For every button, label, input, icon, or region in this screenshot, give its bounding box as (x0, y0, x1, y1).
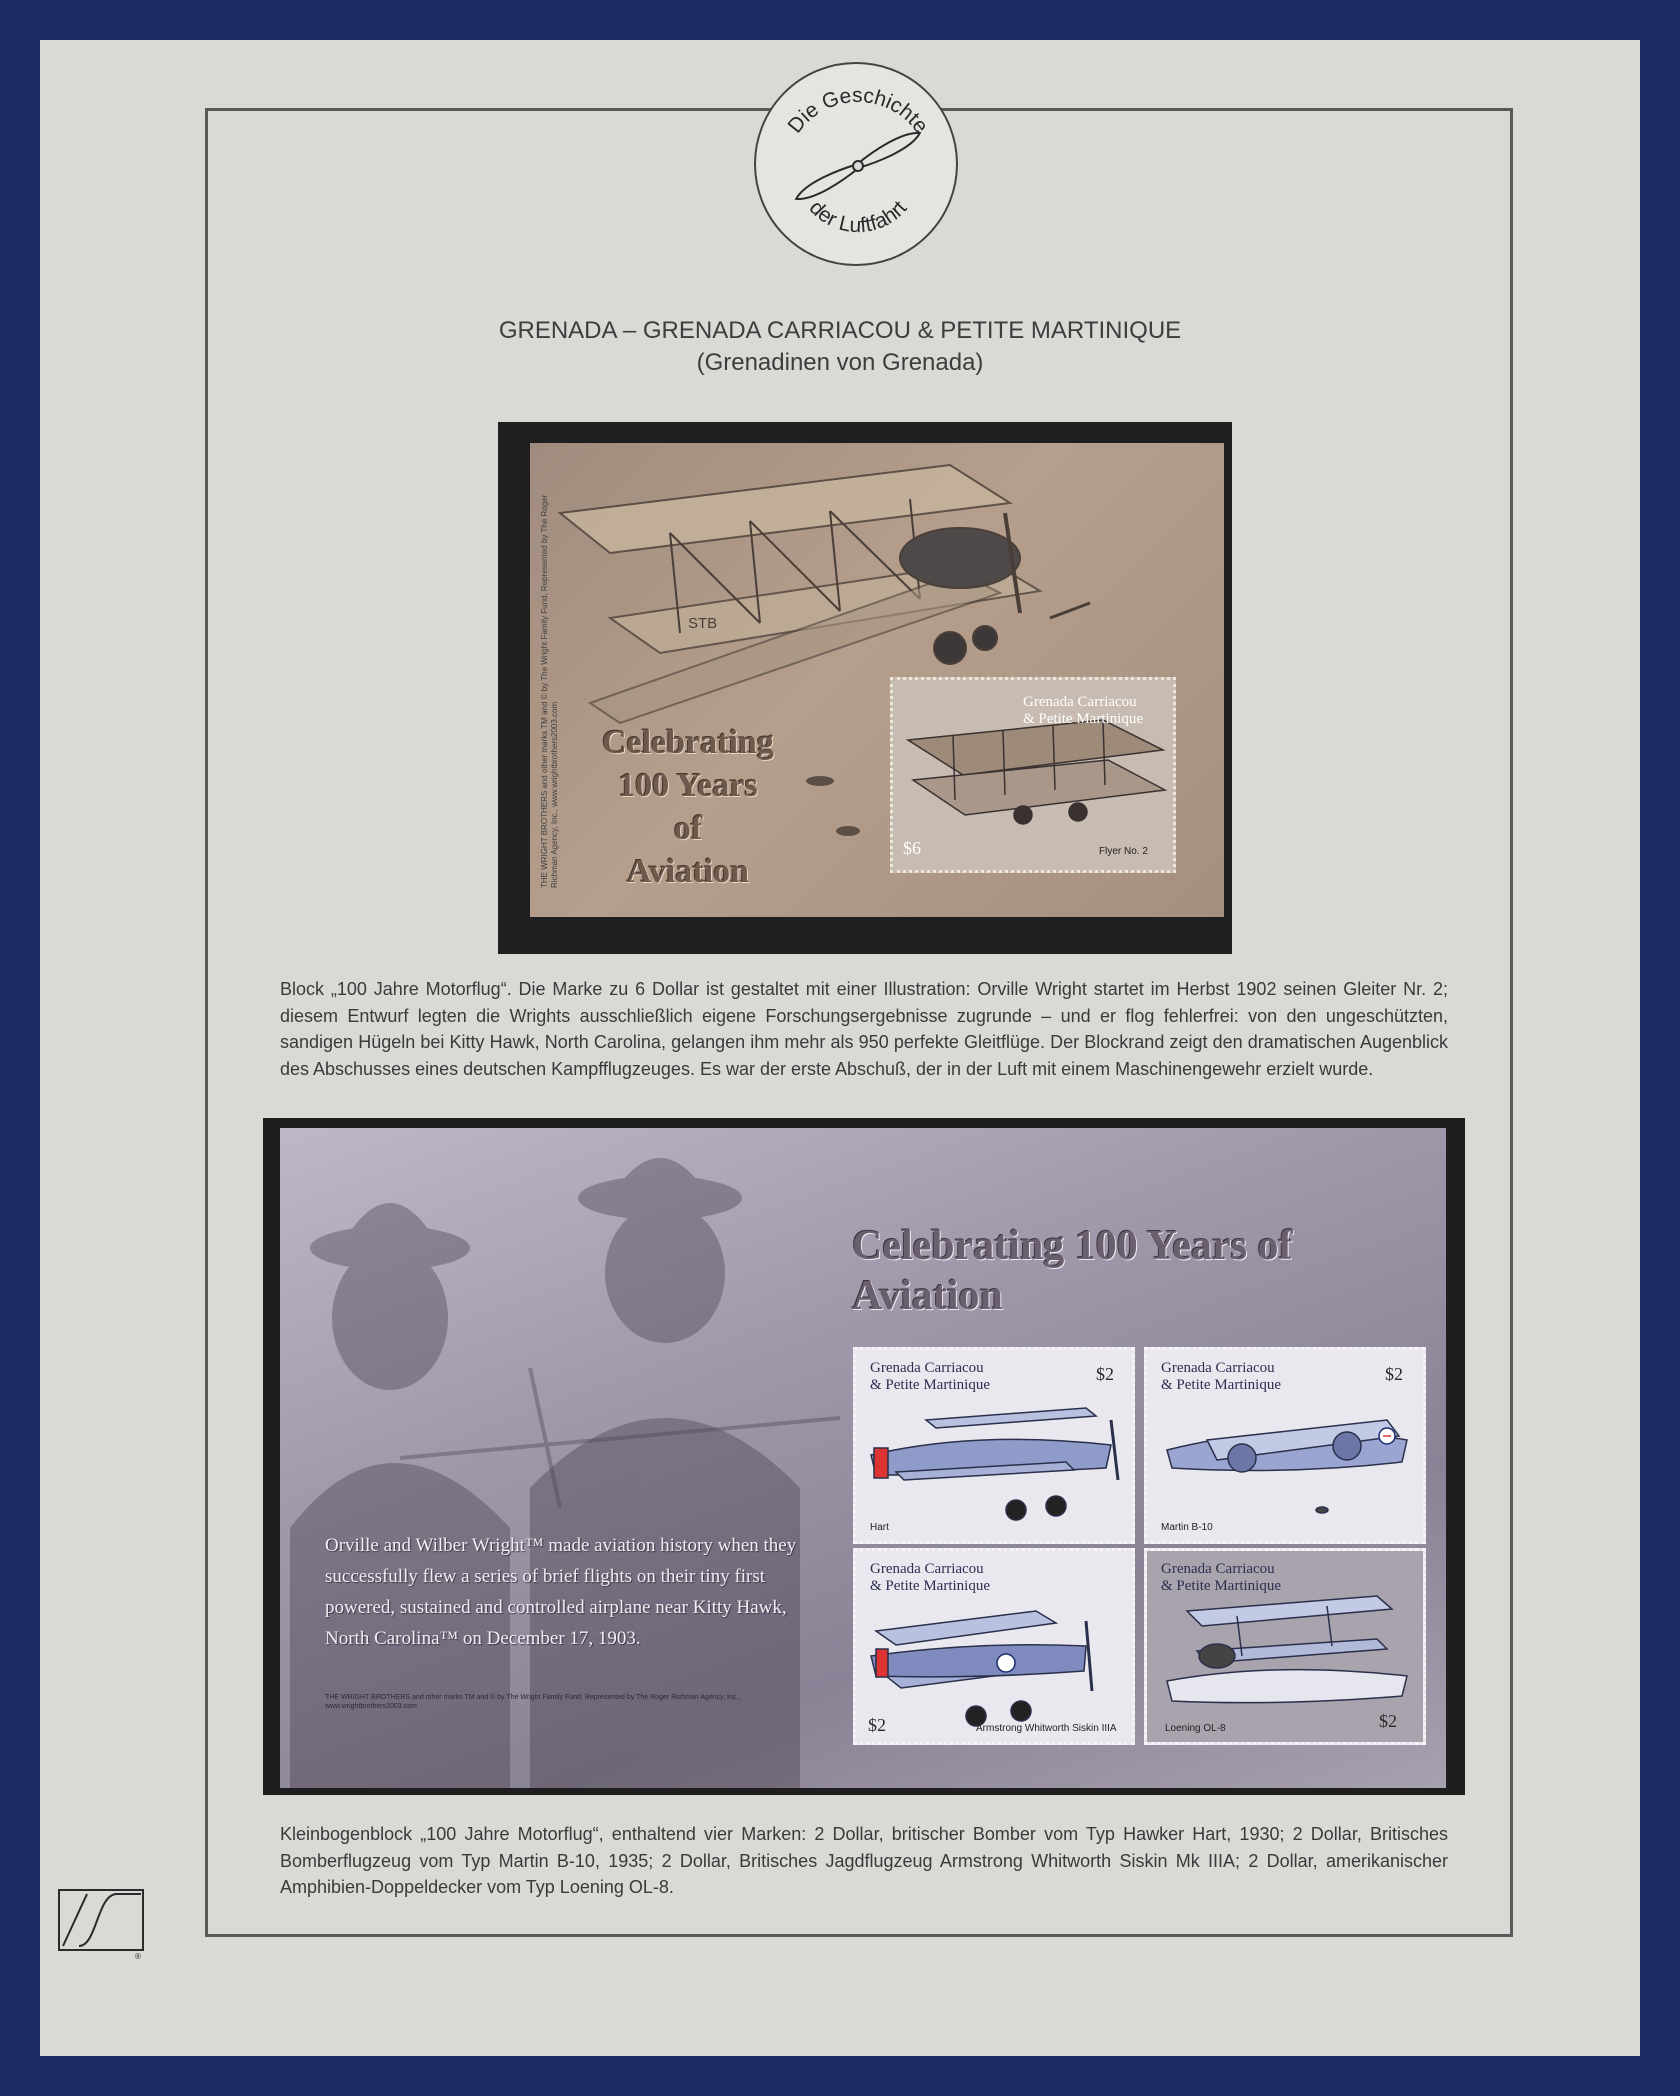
sheet1-title (568, 721, 808, 893)
souvenir-sheet-1 (530, 443, 1224, 917)
souvenir-sheet-2 (280, 1128, 1446, 1788)
stamp-caption: Hart (870, 1522, 889, 1533)
stamp-country-line: Grenada Carriacou (870, 1561, 984, 1577)
sheet1-imprint: THE WRIGHT BROTHERS and other marks TM and © by The Wright Family Fund, Represented by The Roger Richman Agency, Inc., www.wrightbrothers2003.com (540, 494, 559, 888)
sheet2-imprint: THE WRIGHT BROTHERS and other marks TM and © by The Wright Family Fund, Represented by The Roger Richman Agency, Inc., www.wrightbrothers2003.com (325, 1694, 741, 1710)
sheet1-description: Block „100 Jahre Motorflug“. Die Marke zu 6 Dollar ist gestaltet mit einer Illustration: Orville Wright startet im Herbst 1902 seinen Gleiter Nr. 2; diesem Entwurf legten die Wrights ausschließlich eigene Forschungsergebnisse zugrunde – und er flog fehlerfrei: von den ungeschützten, sandigen Hügeln bei Kitty Hawk, North Carolina, gelangen ihm mehr als 950 perfekte Gleitflüge. Der Blockrand zeigt den dramatischen Augenblick des Abschusses eines deutschen Kampfflugzeuges. Es war der erste Abschuß, der in der Luft mit einem Maschinengewehr erzielt wurde. (280, 979, 1448, 1079)
stamp-country-line: Grenada Carriacou (1161, 1360, 1275, 1376)
svg-text:der Luftfahrt (805, 196, 912, 237)
stamp-martin-b10 (1144, 1347, 1426, 1544)
page-headline: GRENADA – GRENADA CARRIACOU & PETITE MARTINIQUE (498, 317, 1182, 344)
stamp-value: $2 (1096, 1364, 1114, 1384)
stamp-country-line: & Petite Martinique (1161, 1377, 1281, 1393)
stamp-value: $6 (903, 838, 921, 858)
sheet2-title: Celebrating 100 Years of Aviation (852, 1223, 1293, 1319)
sheet1-title-line: Celebrating (602, 724, 774, 761)
propeller-icon (756, 64, 960, 268)
emblem-top-text: Die Geschichte (783, 83, 933, 138)
stamp-value: $2 (1385, 1364, 1403, 1384)
stamp-loening-ol8 (1144, 1548, 1426, 1745)
svg-text:Die Geschichte (784, 84, 933, 138)
stamp-country-line: & Petite Martinique (1023, 711, 1143, 727)
registered-mark: ® (135, 1952, 141, 1960)
page-subheadline: (Grenadinen von Grenada) (696, 349, 984, 376)
stamp-hart (853, 1347, 1135, 1544)
stamp-country-line: & Petite Martinique (1161, 1578, 1281, 1594)
stamp-country-line: Grenada Carriacou (1161, 1561, 1275, 1577)
stamp-value: $2 (868, 1715, 886, 1735)
stamp-country-line: Grenada Carriacou (1023, 694, 1137, 710)
sheet1-title-line: of (673, 810, 703, 847)
stamp-country-line: & Petite Martinique (870, 1578, 990, 1594)
sheet2-body: Orville and Wilber Wright™ made aviation history when they successfully flew a series of brief flights on their tiny first powered, sustained and controlled airplane near Kitty Hawk, North Carolina™ on December 17, 1903. (325, 1535, 797, 1649)
stamp-caption: Flyer No. 2 (1099, 846, 1148, 857)
stamp-value: $2 (1379, 1711, 1397, 1731)
stamp-siskin (853, 1548, 1135, 1745)
sheet1-title-line: Aviation (626, 853, 750, 890)
stamp-country-line: Grenada Carriacou (870, 1360, 984, 1376)
sheet2-description: Kleinbogenblock „100 Jahre Motorflug“, enthaltend vier Marken: 2 Dollar, britischer Bomber vom Typ Hawker Hart, 1930; 2 Dollar, Britisches Bomberflugzeug vom Typ Martin B-10, 1935; 2 Dollar, Britisches Jagdflugzeug Armstrong Whitworth Siskin Mk IIIA; 2 Dollar, amerikanischer Amphibien-Doppeldecker vom Typ Loening OL-8. (280, 1824, 1448, 1897)
stamp-flyer-no-2 (890, 677, 1176, 873)
stamp-country-line: & Petite Martinique (870, 1377, 990, 1393)
emblem-bottom-text: der Luftfahrt (804, 196, 912, 238)
publisher-logo (57, 1888, 145, 1960)
sheet1-title-line: 100 Years (618, 767, 758, 804)
history-of-aviation-emblem (754, 62, 958, 266)
stamp-caption: Armstrong Whitworth Siskin IIIA (976, 1723, 1117, 1734)
stamp-caption: Loening OL-8 (1165, 1723, 1226, 1734)
plane-marking: STB (688, 615, 718, 632)
stamp-caption: Martin B-10 (1161, 1522, 1213, 1533)
